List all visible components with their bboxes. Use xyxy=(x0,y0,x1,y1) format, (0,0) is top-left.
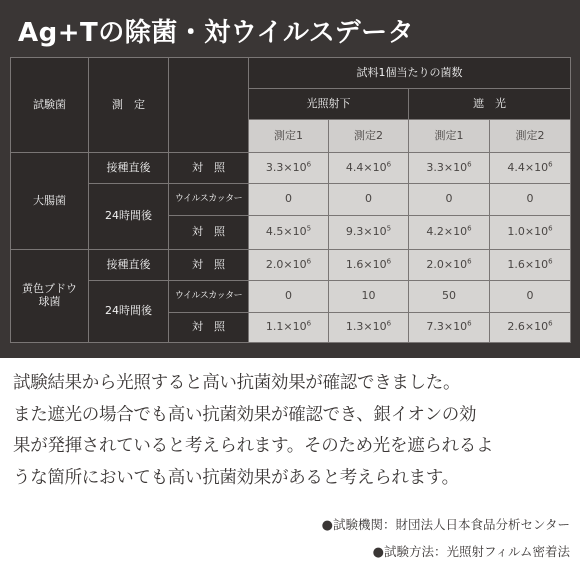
header-dark: 遮 光 xyxy=(409,89,571,120)
value-cell: $2.6\times 10^6$ xyxy=(490,313,571,343)
table-row xyxy=(11,250,571,281)
value-cell: 10 xyxy=(329,281,409,313)
body-line: うな箇所においても高い抗菌効果があると考えられます。 xyxy=(13,467,459,488)
body-line: また遮光の場合でも高い抗菌効果が確認でき、銀イオンの効 xyxy=(13,404,477,425)
value-cell: $9.3\times 10^5$ xyxy=(329,216,409,250)
table-row xyxy=(11,281,571,313)
bullet-icon: ● xyxy=(321,518,333,533)
note-organization: ●試験機関：財団法人日本食品分析センター xyxy=(321,517,570,533)
condition-cell: ウイルスカッター xyxy=(169,184,249,216)
body-line: 試験結果から光照すると高い抗菌効果が確認できました。 xyxy=(13,373,461,393)
condition-cell: 対 照 xyxy=(169,313,249,343)
condition-cell: 対 照 xyxy=(169,153,249,184)
value-cell: $2.0\times 10^6$ xyxy=(249,250,329,281)
value-cell: $4.4\times 10^6$ xyxy=(329,153,409,184)
value-cell: 0 xyxy=(409,184,490,216)
header-measure: 測 定 xyxy=(89,58,169,153)
value-cell: $4.4\times 10^6$ xyxy=(490,153,571,184)
condition-cell: 対 照 xyxy=(169,216,249,250)
value-cell: $7.3\times 10^6$ xyxy=(409,313,490,343)
timing-cell: 24時間後 xyxy=(89,184,169,250)
value-cell: 0 xyxy=(329,184,409,216)
header-count: 試料1個当たりの菌数 xyxy=(249,58,571,89)
header-light: 光照射下 xyxy=(249,89,409,120)
value-cell: 0 xyxy=(490,281,571,313)
value-cell: $1.1\times 10^6$ xyxy=(249,313,329,343)
bacteria-name: 黄色ブドウ 球菌 xyxy=(11,250,89,343)
value-cell: $1.0\times 10^6$ xyxy=(490,216,571,250)
value-cell: $3.3\times 10^6$ xyxy=(249,153,329,184)
table-row xyxy=(11,184,571,216)
value-cell: $1.6\times 10^6$ xyxy=(490,250,571,281)
value-cell: $2.0\times 10^6$ xyxy=(409,250,490,281)
page-title: Ag+Tの除菌・対ウイルスデータ xyxy=(18,18,415,48)
header-m2-light: 測定2 xyxy=(329,120,409,153)
value-cell: $4.2\times 10^6$ xyxy=(409,216,490,250)
value-cell: 0 xyxy=(249,184,329,216)
timing-cell: 接種直後 xyxy=(89,153,169,184)
notes xyxy=(322,512,570,566)
timing-cell: 24時間後 xyxy=(89,281,169,343)
body-line: 果が発揮されていると考えられます。そのため光を遮られるよ xyxy=(13,436,494,456)
condition-cell: ウイルスカッター xyxy=(169,281,249,313)
bullet-icon: ● xyxy=(372,545,384,560)
timing-cell: 接種直後 xyxy=(89,250,169,281)
body-text xyxy=(13,368,573,494)
value-cell: 50 xyxy=(409,281,490,313)
value-cell: $1.3\times 10^6$ xyxy=(329,313,409,343)
table-row xyxy=(11,153,571,184)
note-method: ●試験方法：光照射フィルム密着法 xyxy=(372,544,570,560)
header-m1-dark: 測定1 xyxy=(409,120,490,153)
results-table xyxy=(10,57,571,343)
header-bacteria: 試験菌 xyxy=(11,58,89,153)
value-cell: 0 xyxy=(249,281,329,313)
value-cell: $1.6\times 10^6$ xyxy=(329,250,409,281)
header-blank xyxy=(169,58,249,153)
value-cell: $4.5\times 10^5$ xyxy=(249,216,329,250)
bacteria-name: 大腸菌 xyxy=(11,153,89,250)
value-cell: 0 xyxy=(490,184,571,216)
value-cell: $3.3\times 10^6$ xyxy=(409,153,490,184)
condition-cell: 対 照 xyxy=(169,250,249,281)
header-m1-light: 測定1 xyxy=(249,120,329,153)
header-m2-dark: 測定2 xyxy=(490,120,571,153)
